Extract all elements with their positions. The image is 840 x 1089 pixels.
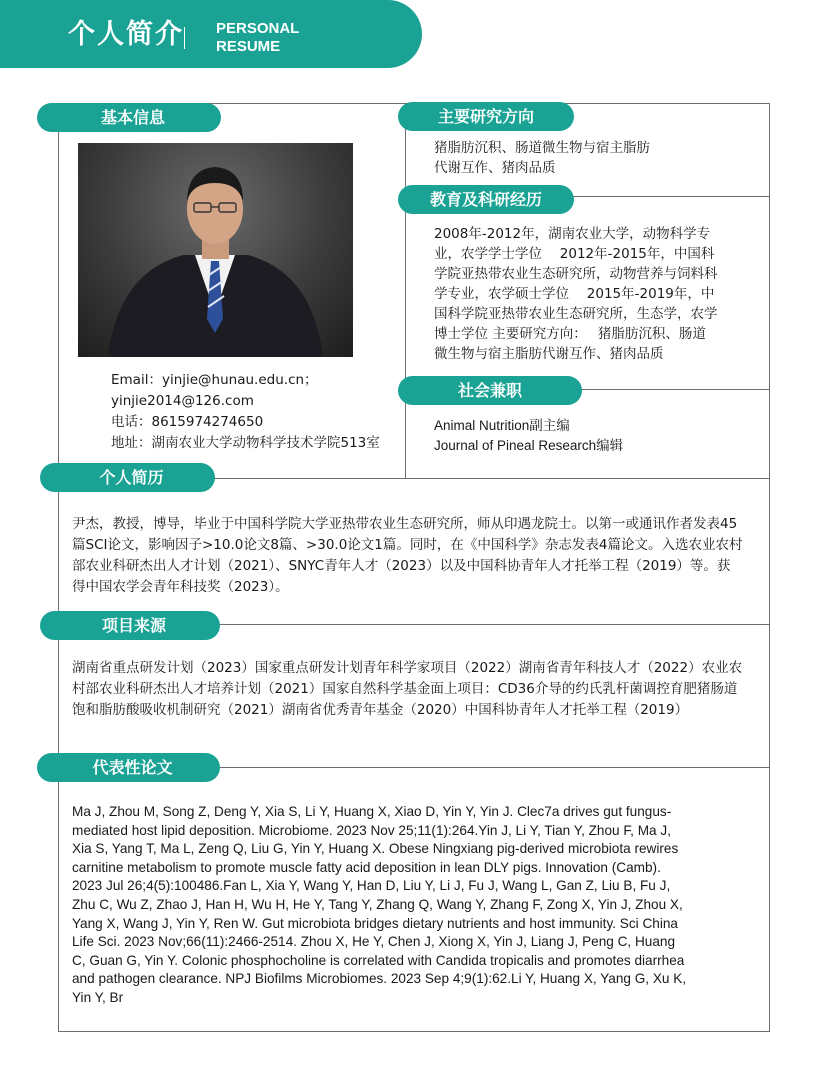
section-title-parttime: 社会兼职 bbox=[398, 376, 582, 405]
education-line: 国科学院亚热带农业生态研究所，生态学，农学 bbox=[434, 306, 718, 322]
parttime-line-2: Journal of Pineal Research编辑 bbox=[434, 438, 624, 453]
section-title-projects: 项目来源 bbox=[40, 611, 220, 640]
education-line: 业，农学学士学位 2012年-2015年，中国科 bbox=[434, 246, 715, 262]
section-title-profile: 个人简历 bbox=[40, 463, 215, 492]
paper-line: Zhu C, Wu Z, Zhao J, Han H, Wu H, He Y, Tang Y, Zhang Q, Wang Y, Zhang F, Zong X, Yin J, Zhou X, bbox=[72, 896, 683, 912]
research-line-1: 猪脂肪沉积、肠道微生物与宿主脂肪 bbox=[434, 140, 650, 156]
paper-line: 2023 Jul 26;4(5):100486.Fan L, Xia Y, Wang Y, Han D, Liu Y, Li J, Fu J, Wang L, Gan Z, Liu B, Fu J, bbox=[72, 878, 671, 894]
paper-line: Ma J, Zhou M, Song Z, Deng Y, Xia S, Li Y, Huang X, Xiao D, Yin Y, Yin J. Clec7a drives gut fungus- bbox=[72, 804, 672, 819]
project-line: 村部农业科研杰出人才培养计划（2021）国家自然科学基金面上项目：CD36介导的约氏乳杆菌调控育肥猪肠道 bbox=[72, 681, 738, 697]
parttime-line-1: Animal Nutrition副主编 bbox=[434, 418, 570, 433]
bottom-border-line bbox=[58, 1031, 770, 1032]
section-title-papers: 代表性论文 bbox=[37, 753, 220, 782]
paper-line: C, Guan G, Yin Y. Colonic phosphocholine is correlated with Candida tropicalis and promotes diarrhea bbox=[72, 952, 685, 968]
email-line-1: Email：yinjie@hunau.edu.cn； bbox=[111, 372, 318, 388]
education-line: 博士学位 主要研究方向： 猪脂肪沉积、肠道 bbox=[434, 326, 706, 342]
right-border-line bbox=[769, 103, 770, 1031]
phone-line: 电话：8615974274650 bbox=[111, 414, 264, 430]
portrait-silhouette-icon bbox=[78, 143, 353, 357]
project-line: 湖南省重点研发计划（2023）国家重点研发计划青年科学家项目（2022）湖南省青年科技人才（2022）农业农 bbox=[72, 660, 743, 676]
paper-line: Yang X, Wang J, Yin Y, Ren W. Gut microbiota bridges dietary nutrients and host immunity. Sci China bbox=[72, 915, 678, 931]
section-title-basic-info: 基本信息 bbox=[37, 103, 221, 132]
profile-line: 部农业科研杰出人才计划（2021）、SNYC青年人才（2023）以及中国科协青年人才托举工程（2019）等。获 bbox=[72, 558, 731, 574]
parttime-text bbox=[434, 416, 623, 456]
profile-line: 得中国农学会青年科技奖（2023）。 bbox=[72, 579, 289, 595]
section-title-research: 主要研究方向 bbox=[398, 102, 574, 131]
paper-line: Life Sci. 2023 Nov;66(11):2466-2514. Zhou X, He Y, Chen J, Xiong X, Yin J, Liang J, Peng C, Huang bbox=[72, 934, 676, 950]
section-title-education: 教育及科研经历 bbox=[398, 185, 574, 214]
email-line-2: yinjie2014@126.com bbox=[111, 393, 254, 409]
projects-text bbox=[72, 658, 742, 721]
education-line: 学专业，农学硕士学位 2015年-2019年，中 bbox=[434, 286, 715, 302]
contact-info bbox=[111, 370, 380, 454]
page-title: 个人简介 bbox=[68, 19, 184, 50]
paper-line: Xia S, Yang T, Ma L, Zeng Q, Liu G, Yin Y, Huang X. Obese Ningxiang pig-derived microbiota rewires bbox=[72, 841, 679, 857]
profile-line: 尹杰，教授，博导，毕业于中国科学院大学亚热带农业生态研究所，师从印遇龙院士。以第一或通讯作者发表45 bbox=[72, 516, 738, 532]
education-line: 2008年-2012年，湖南农业大学，动物科学专 bbox=[434, 226, 711, 242]
education-text bbox=[434, 224, 718, 364]
profile-line: 篇SCI论文，影响因子>10.0论文8篇、>30.0论文1篇。同时，在《中国科学》杂志发表4篇论文。入选农业农村 bbox=[72, 537, 743, 553]
page-subtitle bbox=[216, 20, 299, 56]
header-banner bbox=[0, 0, 422, 68]
column-divider-line bbox=[405, 103, 406, 478]
paper-line: Yin Y, Br bbox=[72, 989, 124, 1005]
research-line-2: 代谢互作、猪肉品质 bbox=[434, 160, 556, 176]
papers-text bbox=[72, 803, 686, 1008]
header-divider bbox=[184, 27, 185, 49]
education-line: 微生物与宿主脂肪代谢互作、猪肉品质 bbox=[434, 346, 664, 362]
address-line: 地址：湖南农业大学动物科学技术学院513室 bbox=[111, 435, 380, 451]
paper-line: mediated host lipid deposition. Microbiome. 2023 Nov 25;11(1):264.Yin J, Li Y, Tian Y, Zhou F, Ma J, bbox=[72, 822, 671, 838]
education-line: 学院亚热带农业生态研究所，动物营养与饲料科 bbox=[434, 266, 718, 282]
project-line: 饱和脂肪酸吸收机制研究（2021）湖南省优秀青年基金（2020）中国科协青年人才托举工程（2019） bbox=[72, 702, 689, 718]
left-border-line bbox=[58, 103, 59, 1031]
profile-photo bbox=[78, 143, 353, 357]
paper-line: and pathogen clearance. NPJ Biofilms Microbiomes. 2023 Sep 4;9(1):62.Li Y, Huang X, Yang G, Xu K, bbox=[72, 971, 687, 987]
subtitle-line-2: RESUME bbox=[216, 38, 281, 55]
research-direction-text bbox=[434, 138, 650, 178]
subtitle-line-1: PERSONAL bbox=[216, 20, 300, 37]
paper-line: carnitine metabolism to promote muscle fatty acid deposition in lean DLY pigs. Innovation (Camb). bbox=[72, 859, 661, 875]
profile-text bbox=[72, 514, 742, 598]
